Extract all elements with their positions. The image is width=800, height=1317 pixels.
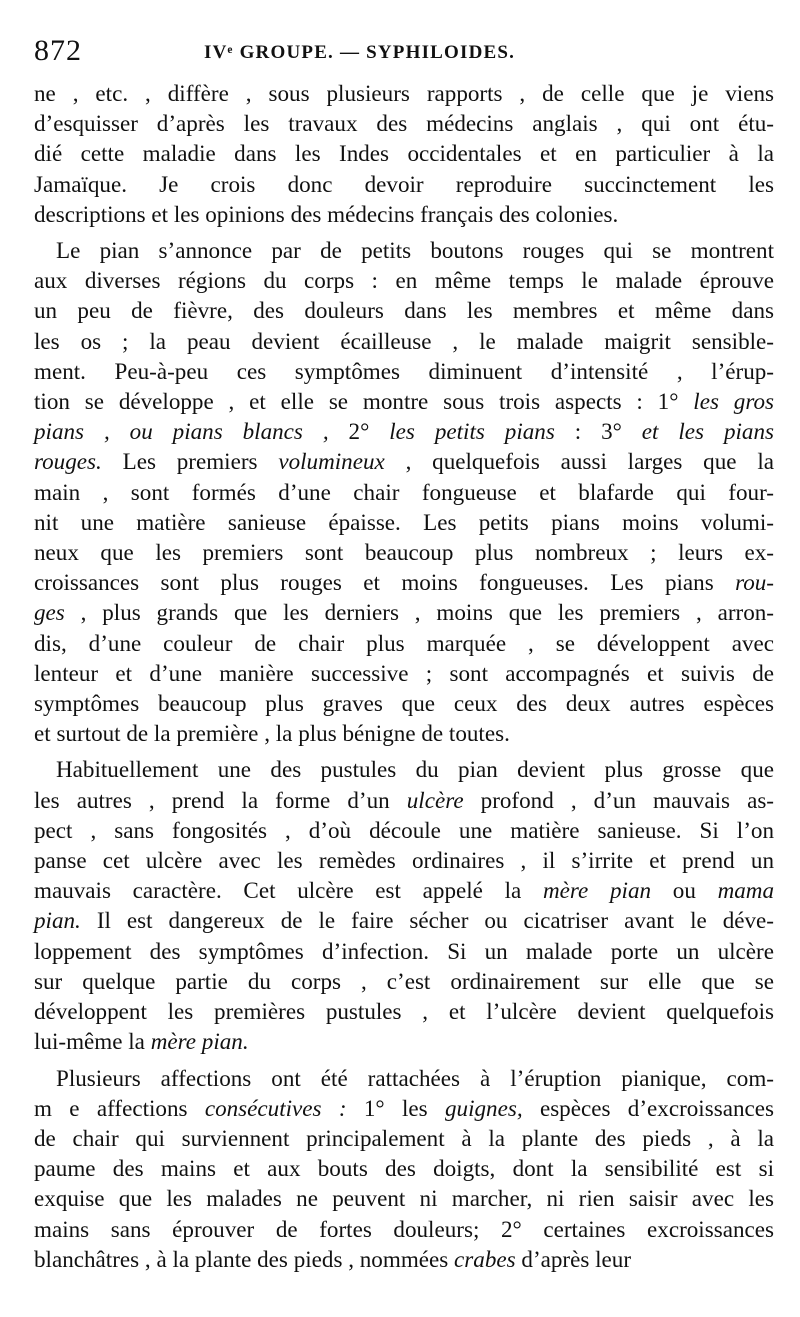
text-run: guignes, <box>444 1094 523 1121</box>
text-line <box>34 169 774 199</box>
text-run: descriptions et les opinions des médecins français des colonies. <box>34 200 619 227</box>
text-line <box>34 785 774 815</box>
text-line <box>34 1183 774 1213</box>
text-line <box>34 138 774 168</box>
text-line <box>34 1026 774 1056</box>
text-run: m e affections <box>34 1094 205 1121</box>
text-line <box>34 658 774 688</box>
text-line <box>34 235 774 265</box>
text-line <box>34 108 774 138</box>
text-line <box>34 688 774 718</box>
text-line <box>34 265 774 295</box>
text-run: et les pians <box>641 418 774 445</box>
text-run: développent les premières pustules , et l’ulcère devient quelquefois <box>34 998 774 1025</box>
text-line <box>34 845 774 875</box>
text-run: mère pian. <box>150 1028 249 1055</box>
text-run: neux que les premiers sont beaucoup plus nombreux ; leurs ex- <box>34 539 774 566</box>
page-header <box>34 30 774 78</box>
text-run: mère pian <box>543 877 652 904</box>
text-run: ou <box>651 877 718 904</box>
text-run: exquise que les malades ne peuvent ni marcher, ni rien saisir avec les <box>34 1185 774 1212</box>
text-run: mama <box>717 877 775 904</box>
text-line <box>34 966 774 996</box>
text-run: un peu de fièvre, des douleurs dans les membres et même dans <box>34 297 774 324</box>
text-line <box>34 815 774 845</box>
text-line <box>34 446 774 476</box>
text-line <box>34 718 774 748</box>
text-run: lui-même la <box>34 1028 151 1055</box>
text-run: mauvais caractère. Cet ulcère est appelé la <box>34 877 543 904</box>
text-run: Habituellement une des pustules du pian devient plus grosse que <box>56 756 774 783</box>
paragraph <box>34 78 774 229</box>
text-line <box>34 477 774 507</box>
book-page <box>34 30 774 1280</box>
text-line <box>34 1123 774 1153</box>
body-text <box>34 78 774 1274</box>
text-run: les gros <box>693 388 774 415</box>
text-line <box>34 996 774 1026</box>
text-run: main , sont formés d’une chair fongueuse et blafarde qui four- <box>34 478 774 505</box>
text-line <box>34 1063 774 1093</box>
text-run: ges <box>34 599 65 626</box>
text-run: pian. <box>34 907 81 934</box>
text-run: pect , sans fongosités , d’où découle une matière sanieuse. Si l’on <box>34 816 774 843</box>
text-run: ulcère <box>406 786 464 813</box>
paragraph <box>34 1063 774 1274</box>
text-run: d’après leur <box>515 1245 632 1272</box>
text-run: sur quelque partie du corps , c’est ordinairement sur elle que se <box>34 967 774 994</box>
text-line <box>34 1214 774 1244</box>
text-run: les os ; la peau devient écailleuse , le malade maigrit sensible- <box>34 327 774 354</box>
running-head: IVᵉ GROUPE. — SYPHILOIDES. <box>204 42 516 63</box>
text-line <box>34 326 774 356</box>
text-run: d’esquisser d’après les travaux des médecins anglais , qui ont étu- <box>34 110 774 137</box>
paragraph <box>34 235 774 748</box>
text-run: aux diverses régions du corps : en même temps le malade éprouve <box>34 267 774 294</box>
text-run: Le pian s’annonce par de petits boutons rouges qui se montrent <box>56 237 774 264</box>
text-line <box>34 754 774 784</box>
text-run: 2° <box>348 418 390 445</box>
text-run: tion se développe , et elle se montre sous trois aspects : 1° <box>34 388 694 415</box>
text-line <box>34 507 774 537</box>
text-run: crabes <box>454 1245 516 1272</box>
text-run: pians , ou pians blancs , <box>34 418 349 445</box>
text-line <box>34 875 774 905</box>
text-run: nit une matière sanieuse épaisse. Les petits pians moins volumi- <box>34 508 774 535</box>
text-line <box>34 597 774 627</box>
text-line <box>34 295 774 325</box>
text-line <box>34 416 774 446</box>
text-run: Les premiers <box>101 448 279 475</box>
text-run: dis, d’une couleur de chair plus marquée , se développent avec <box>34 629 774 656</box>
text-run: : 3° <box>554 418 642 445</box>
text-run: , quelquefois aussi larges que la <box>384 448 774 475</box>
text-run: ment. Peu-à-peu ces symptômes diminuent d’intensité , l’érup- <box>34 357 774 384</box>
text-line <box>34 78 774 108</box>
text-run: blanchâtres , à la plante des pieds , nommées <box>34 1245 455 1272</box>
text-run: rouges. <box>34 448 102 475</box>
text-line <box>34 537 774 567</box>
paragraph <box>34 754 774 1056</box>
text-run: profond , d’un mauvais as- <box>463 786 774 813</box>
text-line <box>34 628 774 658</box>
text-run: de chair qui surviennent principalement à la plante des pieds , à la <box>34 1124 774 1151</box>
text-line <box>34 386 774 416</box>
text-run: ne , etc. , diffère , sous plusieurs rapports , de celle que je viens <box>34 80 774 106</box>
text-run: , plus grands que les derniers , moins que les premiers , arron- <box>64 599 774 626</box>
text-line <box>34 1244 774 1274</box>
text-run: Jamaïque. Je crois donc devoir reproduire succinctement les <box>34 170 774 197</box>
text-run: paume des mains et aux bouts des doigts, dont la sensibilité est si <box>34 1155 774 1182</box>
text-run: Plusieurs affections ont été rattachées à l’éruption pianique, com- <box>56 1064 774 1091</box>
text-run: les petits pians <box>389 418 555 445</box>
text-line <box>34 1153 774 1183</box>
text-line <box>34 936 774 966</box>
text-run: panse cet ulcère avec les remèdes ordinaires , il s’irrite et prend un <box>34 847 774 874</box>
text-run: rou- <box>735 569 774 596</box>
text-run: lenteur et d’une manière successive ; sont accompagnés et suivis de <box>34 659 774 686</box>
text-run: Il est dangereux de le faire sécher ou cicatriser avant le déve- <box>80 907 774 934</box>
text-run: les autres , prend la forme d’un <box>34 786 407 813</box>
text-run: mains sans éprouver de fortes douleurs; 2° certaines excroissances <box>34 1215 774 1242</box>
text-line <box>34 199 774 229</box>
text-run: loppement des symptômes d’infection. Si un malade porte un ulcère <box>34 937 774 964</box>
text-run: volumineux <box>278 448 385 475</box>
text-line <box>34 567 774 597</box>
text-line <box>34 905 774 935</box>
text-run: et surtout de la première , la plus bénigne de toutes. <box>34 720 510 747</box>
text-run: symptômes beaucoup plus graves que ceux des deux autres espèces <box>34 690 774 717</box>
text-run: consécutives : <box>204 1094 347 1121</box>
text-run: espèces d’excroissances <box>522 1094 774 1121</box>
text-run: dié cette maladie dans les Indes occidentales et en particulier à la <box>34 140 774 167</box>
text-run: croissances sont plus rouges et moins fongueuses. Les pians <box>34 569 736 596</box>
page-number: 872 <box>34 34 82 67</box>
text-line <box>34 1093 774 1123</box>
text-run: 1° les <box>346 1094 445 1121</box>
text-line <box>34 356 774 386</box>
